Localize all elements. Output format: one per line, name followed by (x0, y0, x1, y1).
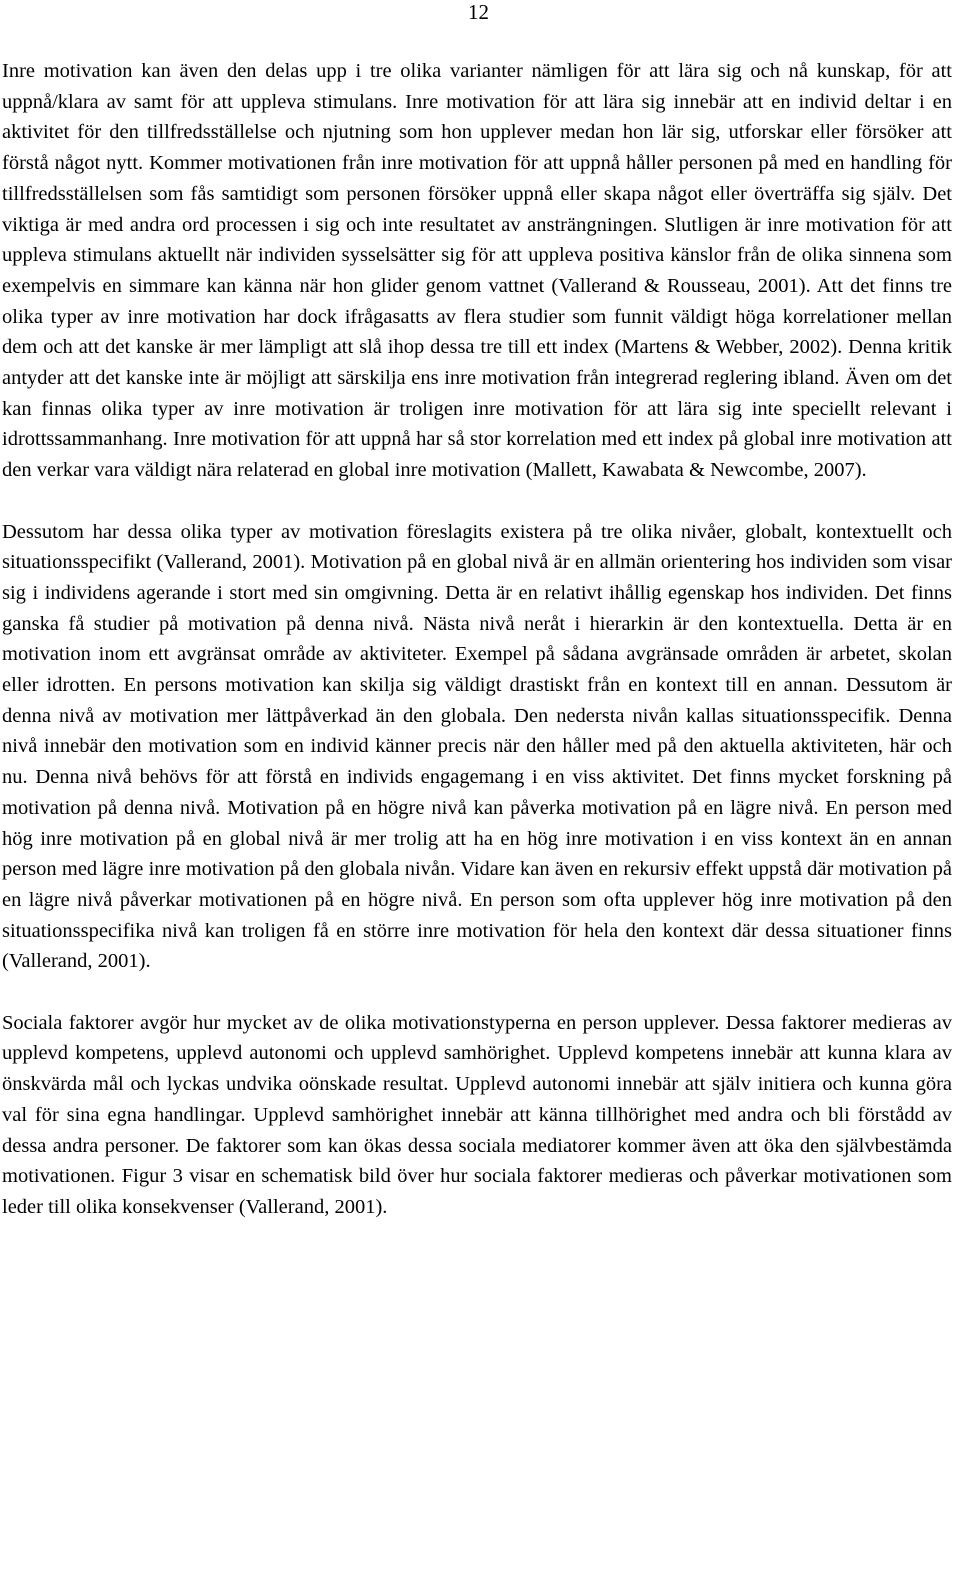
paragraph-social-factors: Sociala faktorer avgör hur mycket av de olika motivationstyperna en person upplever. Dessa faktorer medieras av upplevd kompetens, upplevd autonomi och upplevd samhörighet. Upplevd kompetens innebär att kunna klara av önskvärda mål och lyckas undvika oönskade resultat. Upplevd autonomi innebär att själv initiera och kunna göra val för sina egna handlingar. Upplevd samhörighet innebär att känna tillhörighet med andra och bli förstådd av dessa andra personer. De faktorer som kan ökas dessa sociala mediatorer kommer även att öka den självbestämda motivationen. Figur 3 visar en schematisk bild över hur sociala faktorer medieras och påverkar motivationen som leder till olika konsekvenser (Vallerand, 2001). (2, 1011, 952, 1218)
paragraph-motivation-levels: Dessutom har dessa olika typer av motivation föreslagits existera på tre olika nivåer, globalt, kontextuellt och situationsspecifikt (Vallerand, 2001). Motivation på en global nivå är en allmän orientering hos individen som visar sig i individens agerande i stort med sin omgivning. Detta är en relativt ihållig egenskap hos individen. Det finns ganska få studier på motivation på denna nivå. Nästa nivå neråt i hierarkin är den kontextuella. Detta är en motivation inom ett avgränsat område av aktiviteter. Exempel på sådana avgränsade områden är arbetet, skolan eller idrotten. En persons motivation kan skilja sig väldigt drastiskt från en kontext till en annan. Dessutom är denna nivå av motivation mer lättpåverkad än den globala. Den nedersta nivån kallas situationsspecifik. Denna nivå innebär den motivation som en individ känner precis när den håller med på den aktuella aktiviteten, här och nu. Denna nivå behövs för att förstå en individs engagemang i en viss aktivitet. Det finns mycket forskning på motivation på denna nivå. Motivation på en högre nivå kan påverka motivation på en lägre nivå. En person med hög inre motivation på en global nivå är mer trolig att ha en hög inre motivation i en viss kontext än en annan person med lägre inre motivation på den globala nivån. Vidare kan även en rekursiv effekt uppstå där motivation på en lägre nivå påverkar motivationen på en högre nivå. En person som ofta upplever hög inre motivation på den situationsspecifika nivå kan troligen få en större inre motivation för hela den kontext där dessa situationer finns (Vallerand, 2001). (2, 520, 952, 973)
paragraph-gap (2, 486, 952, 517)
paragraph-intrinsic-motivation-types: Inre motivation kan även den delas upp i tre olika varianter nämligen för att lära sig och nå kunskap, för att uppnå/klara av samt för att uppleva stimulans. Inre motivation för att lära sig innebär att en individ deltar i en aktivitet för den tillfredsställelse och njutning som hon upplever medan hon lär sig, utforskar eller försöker att förstå något nytt. Kommer motivationen från inre motivation för att uppnå håller personen på med en handling för tillfredsställelsen som fås samtidigt som personen försöker uppnå eller skapa något eller överträffa sig själv. Det viktiga är med andra ord processen i sig och inte resultatet av ansträngningen. Slutligen är inre motivation för att uppleva stimulans aktuellt när individen sysselsätter sig för att uppleva positiva känslor från de olika sinnena som exempelvis en simmare kan känna när hon glider genom vattnet (Vallerand & Rousseau, 2001). Att det finns tre olika typer av inre motivation har dock ifrågasatts av flera studier som funnit väldigt höga korrelationer mellan dem och att det kanske är mer lämpligt att slå ihop dessa tre till ett index (Martens & Webber, 2002). Denna kritik antyder att det kanske inte är möjligt att särskilja ens inre motivation från integrerad reglering ibland. Även om det kan finnas olika typer av inre motivation är troligen inre motivation för att lära sig inte speciellt relevant i idrottssammanhang. Inre motivation för att uppnå har så stor korrelation med ett index på global inre motivation att den verkar vara väldigt nära relaterad en global inre motivation (Mallett, Kawabata & Newcombe, 2007). (2, 60, 952, 482)
document-body (2, 56, 952, 1223)
paragraph-gap (2, 977, 952, 1008)
page-number: 12 (468, 0, 489, 24)
